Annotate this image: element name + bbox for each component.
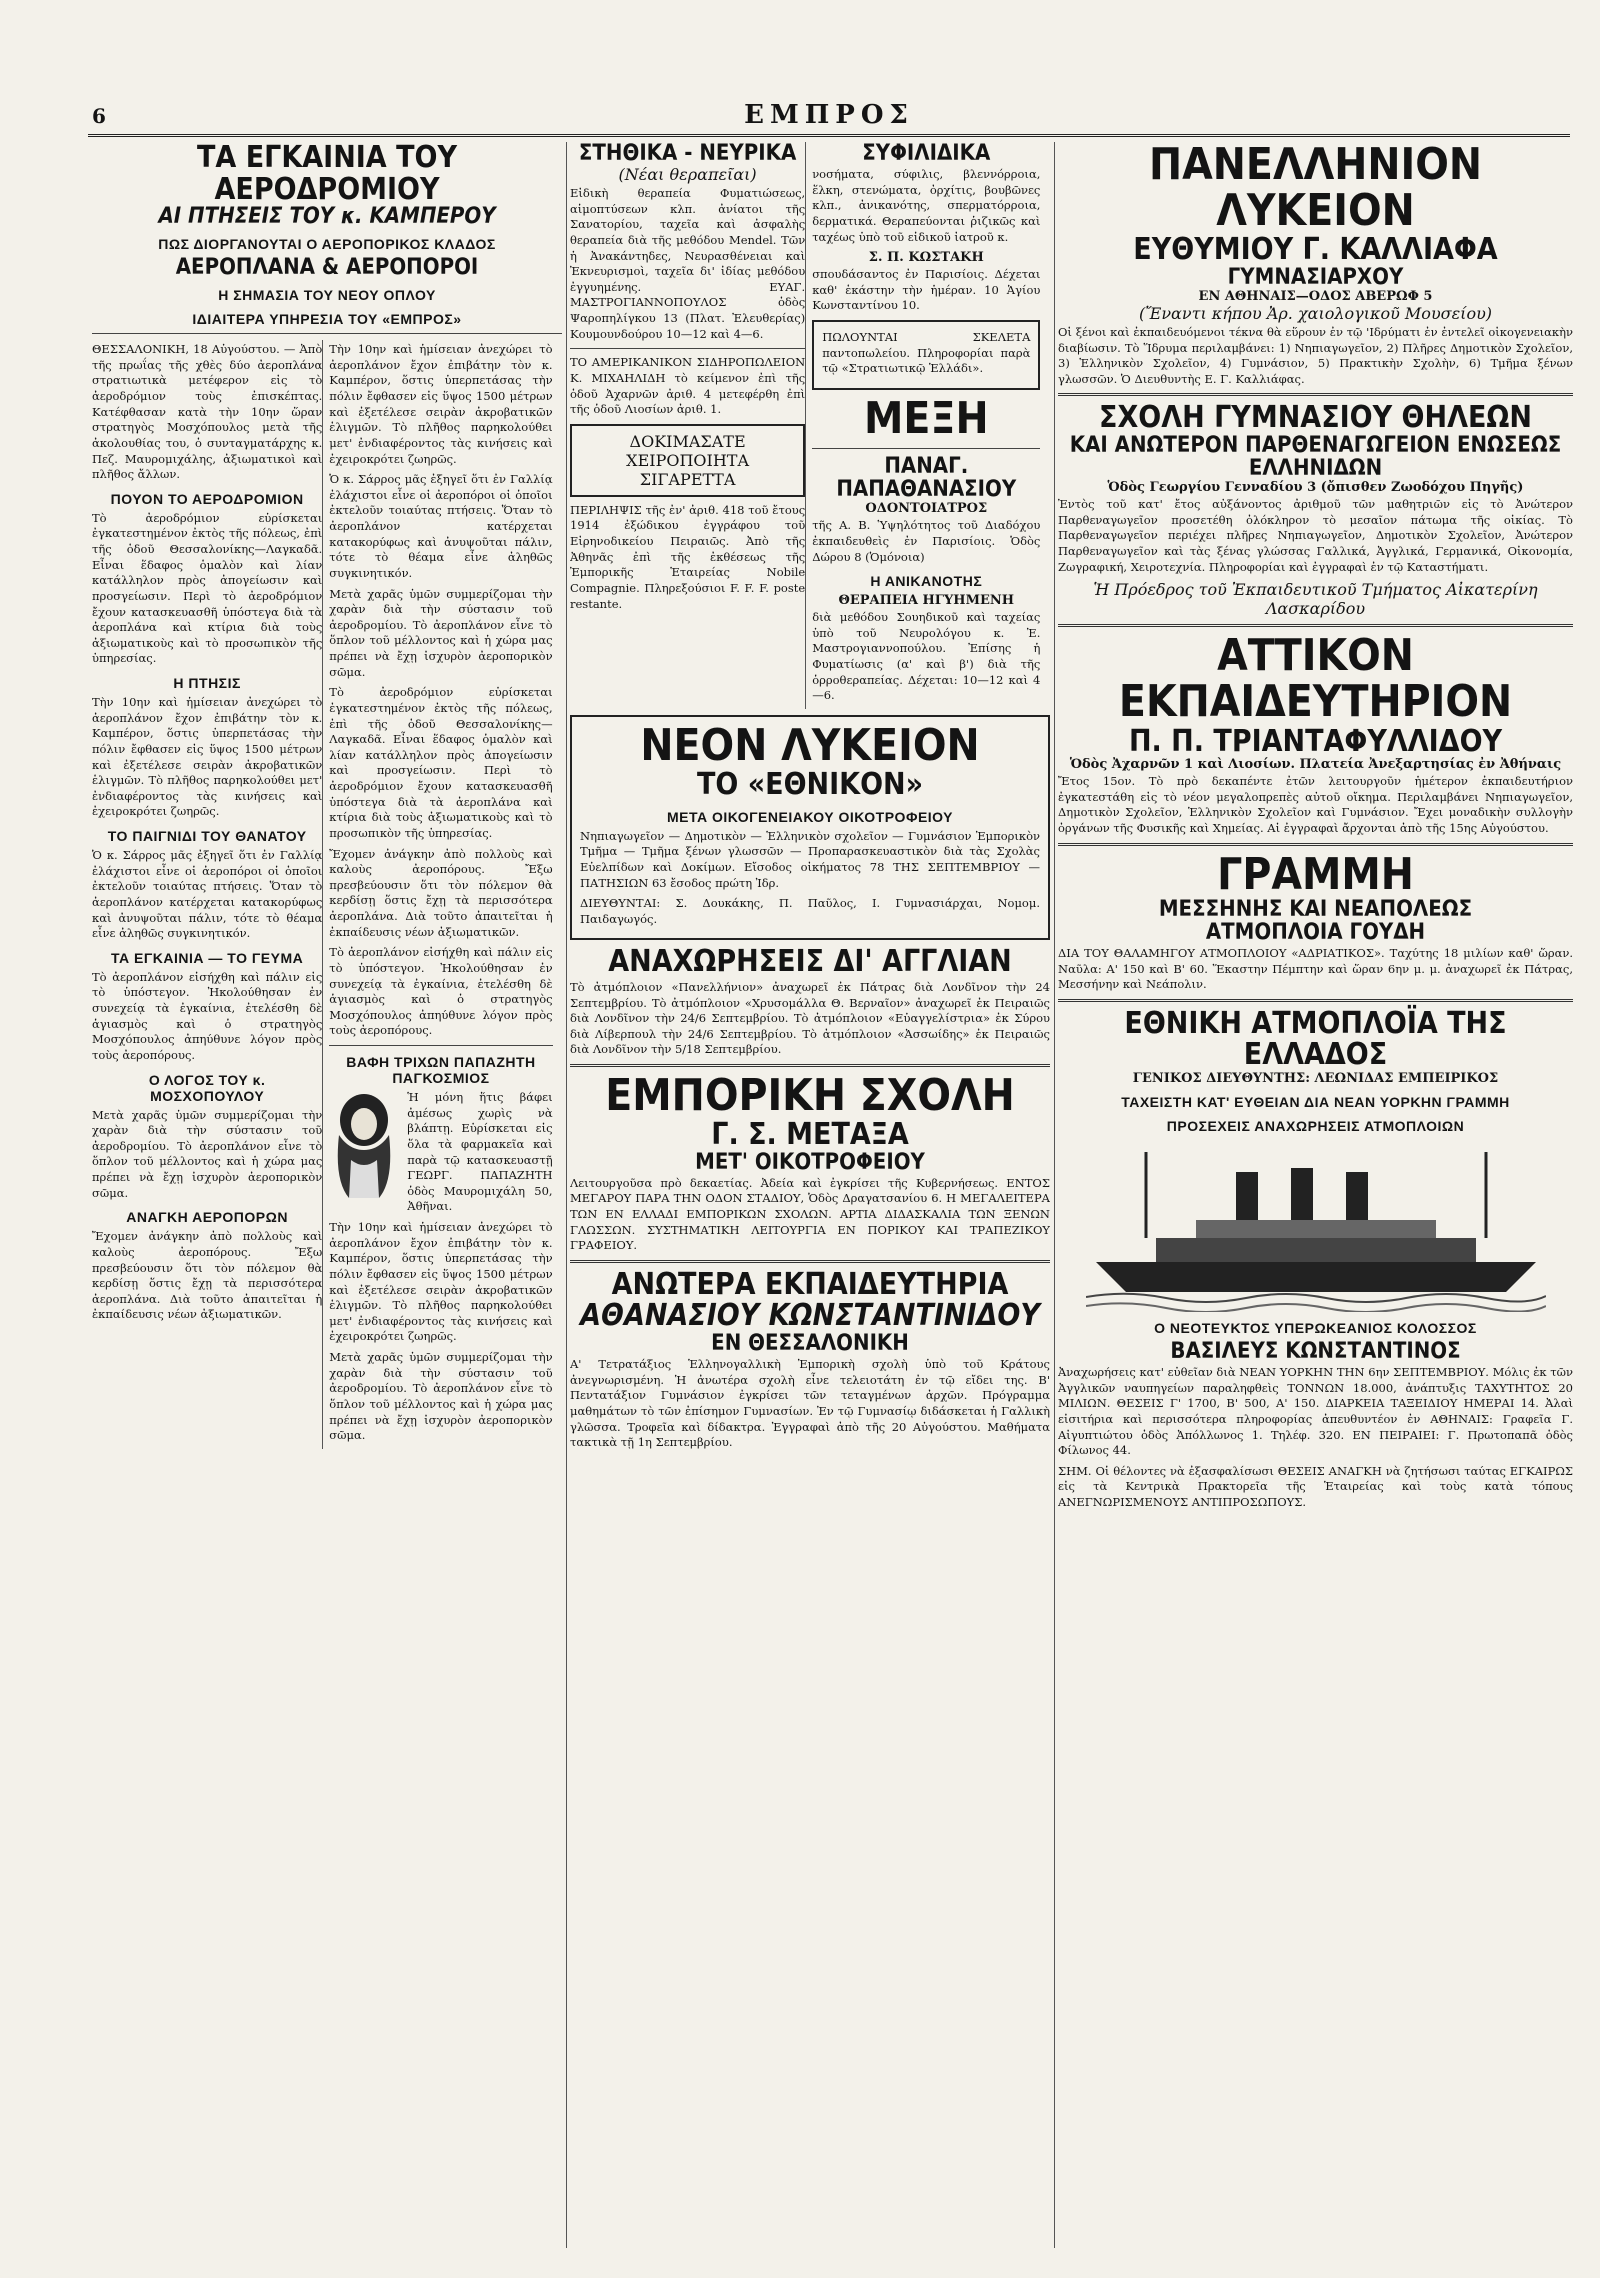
article-subtitle: ΑΙ ΠΤΗΣΕΙΣ ΤΟΥ κ. ΚΑΜΠΕΡΟΥ (158, 204, 496, 229)
paragraph: Τὴν 10ην καὶ ἡμίσειαν ἀνεχώρει τὸ ἀεροπλάνον ἔχον ἐπιβάτην τὸν κ. Καμπέρον, ὅστις ὑπερπετάσας τὴν πόλιν ἔφθασεν εἰς ὕψος 1500 μέτρων καὶ ἐξετέλεσε σειρὰν ἀκροβατικῶν ἑλιγμῶν. Τὸ πλῆθος παρηκολούθει μετ' ἐνδιαφέροντος τὰς κινήσεις καὶ ἐχειροκρότει ζωηρῶς. (329, 342, 553, 466)
column-rule (566, 142, 567, 2248)
paragraph: ΘΕΣΣΑΛΟΝΙΚΗ, 18 Αὐγούστου. — Ἀπὸ τῆς πρωΐας τῆς χθὲς δύο ἀεροπλάνα στρατιωτικὰ μετέφερον εἰς τὸ ἀεροδρόμιον τοὺς ἐπισκέπτας. Κατέφθασαν κατὰ τὴν 10ην ὥραν στρατηγὸς Μοσχόπουλος μετὰ τῆς ἀκολουθίας του, ὁ συνταγματάρχης κ. Πεζ. Μαυρομιχάλης, ἀξιωματικοὶ καὶ πλῆθος ἄλλων. (92, 342, 323, 482)
ad-subtitle: (Νέαι θεραπεῖαι) (618, 165, 757, 185)
ad-name: ΕΥΘΥΜΙΟΥ Γ. ΚΑΛΛΙΑΦΑ (1133, 232, 1498, 268)
ad-title: ΑΝΑΧΩΡΗΣΕΙΣ ΔΙ' ΑΓΓΛΙΑΝ (608, 944, 1012, 980)
paragraph: Ἀναχωρήσεις κατ' εὐθεῖαν διὰ ΝΕΑΝ ΥΟΡΚΗΝ ΤΗΝ 6ην ΣΕΠΤΕΜΒΡΙΟΥ. Μόλις ἐκ τῶν Ἀγγλικῶν ναυπηγείων παραληφθεὶς ΤΟΝΝΩΝ 18.000, ἀνάπτυξις ΤΑΧΥΤΗΤΟΣ 20 ΜΙΛΙΩΝ. ΘΕΣΕΙΣ Γ' 1700, Β' 500, Α' 150. ΔΙΑΡΚΕΙΑ ΤΑΞΕΙΔΙΟΥ ΗΜΕΡΑΙ 14. Ἀλαὶ εἰσιτήρια καὶ περισσότερα πληροφορίας ἀπευθυντέον ἐν ΑΘΗΝΑΙΣ: Γραφεῖα Γ. Αἰγυπτιώτου ὁδὸς Ἀπόλλωνος 1. Τηλέφ. 320. ΕΝ ΠΕΙΡΑΙΕΙ: Γ. Πρωτοπαπᾶ ὁδὸς Φίλωνος 44. (1058, 1365, 1573, 1458)
ad-name: Σ. Π. ΚΩΣΤΑΚΗ (868, 250, 984, 266)
ad-director: ΓΕΝΙΚΟΣ ΔΙΕΥΘΥΝΤΗΣ: ΛΕΩΝΙΔΑΣ ΕΜΠΕΙΡΙΚΟΣ (1132, 1070, 1499, 1086)
paragraph: Οἱ ξένοι καὶ ἐκπαιδευόμενοι τέκνα θὰ εὕρουν ἐν τῷ 'Ιδρύματι ἐν ἐντελεῖ οἰκογενειακὴν διαβίωσιν. Τὸ Ἵδρυμα περιλαμβάνει: 1) Νηπιαγωγεῖον, 2) Πλῆρες Δημοτικὸν Σχολεῖον, 3) Ἑλληνικὸν Σχολεῖον, 4) Γυμνάσιον, 5) Πρακτικὴν Σχολὴν, 6) Τμῆμα ξένων γλωσσῶν. Ὁ Διευθυντὴς Ε. Γ. Καλλιάφας. (1058, 324, 1573, 386)
ad-subtitle: ΕΝ ΘΕΣΣΑΛΟΝΙΚΗ (711, 1330, 909, 1356)
ad-subtitle: ΤΑΧΕΙΣΤΗ ΚΑΤ' ΕΥΘΕΙΑΝ ΔΙΑ ΝΕΑΝ ΥΟΡΚΗΝ ΓΡΑΜΜΗ (1121, 1093, 1510, 1110)
article-column (92, 142, 562, 2248)
article-subcolumn (322, 340, 552, 1449)
paragraph: νοσήματα, σύφιλις, βλεννόρροια, ἕλκη, στενώματα, ὀρχίτις, βουβῶνες κλπ., ἀνικανότης, σπερματόρροια, δερματικά. Θεραπεύονται ῥιζικῶς καὶ ταχέως ὑπὸ τοῦ εἰδικοῦ ἰατροῦ κ. (812, 167, 1041, 244)
paragraph: Τὸ ἀεροπλάνον εἰσήχθη καὶ πάλιν εἰς τὸ ὑπόστεγον. Ἠκολούθησαν ἐν συνεχείᾳ τὰ ἐγκαίνια, ἐτελέσθη δὲ ἁγιασμὸς καὶ ὁ στρατηγὸς Μοσχόπουλος ἀπηύθυνε λόγον πρὸς τοὺς ἀεροπόρους. (329, 945, 553, 1038)
divider (1058, 393, 1573, 396)
ad-title: ΕΜΠΟΡΙΚΗ ΣΧΟΛΗ (605, 1070, 1015, 1122)
paragraph: Μετὰ χαρᾶς ὑμῶν συμμερίζομαι τὴν χαρὰν διὰ τὴν σύστασιν τοῦ ἀεροδρομίου. Τὸ ἀεροπλάνον εἶνε τὸ ὅπλον τοῦ μέλλοντος καὶ ἡ χώρα μας πρέπει νὰ ἔχῃ ἰσχυρὸν ἀεροπορικὸν σῶμα. (92, 1107, 323, 1200)
divider (812, 448, 1040, 449)
sale-ad (812, 320, 1040, 390)
section-heading: Ο ΛΟΓΟΣ ΤΟΥ κ. ΜΟΣΧΟΠΟΥΛΟΥ (148, 1071, 266, 1104)
paragraph: Τὸ ἀτμόπλοιον «Πανελλήνιον» ἀναχωρεῖ ἐκ Πάτρας διὰ Λονδῖνον τὴν 24 Σεπτεμβρίου. Τὸ ἀτμόπλοιον «Χρυσομάλλα Θ. Βερναῖον» ἀναχωρεῖ ἐκ Πειραιῶς διὰ Λονδῖνον τὴν 24/6 Σεπτεμβρίου. Τὸ ἀτμόπλοιον «Εὐαγγελίστρια» ἐκ Σύρου διὰ Λίβερπουλ τὴν 24/6 Σεπτεμβρίου. Τὸ ἀτμόπλοιον «Ἀσσωίδης» ἐκ Πειραιῶς διὰ Λονδῖνον τὴν 5/18 Σεπτεμβρίου. (570, 979, 1050, 1057)
ad-title: ΕΘΝΙΚΗ ΑΤΜΟΠΛΟΪΑ ΤΗΣ ΕΛΛΑΔΟΣ (1124, 1005, 1507, 1073)
divider (329, 1045, 552, 1046)
ad-subtitle: ΚΑΙ ΑΝΩΤΕΡΟΝ ΠΑΡΘΕΝΑΓΩΓΕΙΟΝ ΕΝΩΣΕΩΣ ΕΛΛΗΝΙΔΩΝ (1069, 432, 1562, 482)
divider (92, 333, 562, 334)
ad-title: Η ΑΝΙΚΑΝΟΤΗΣ (870, 573, 983, 590)
paragraph: Τὴν 10ην καὶ ἡμίσειαν ἀνεχώρει τὸ ἀεροπλάνον ἔχον ἐπιβάτην τὸν κ. Καμπέρον, ὅστις ὑπερπετάσας τὴν πόλιν ἔφθασεν εἰς ὕψος 1500 μέτρων καὶ ἐξετέλεσε σειρὰν ἀκροβατικῶν ἑλιγμῶν. Τὸ πλῆθος παρηκολούθει μετ' ἐνδιαφέροντος τὰς κινήσεις καὶ ἐχειροκρότει ζωηρῶς. (329, 1220, 553, 1344)
ads-column (570, 142, 1050, 2248)
paragraph: Τὸ ἀεροδρόμιον εὑρίσκεται ἐγκατεστημένον ἐκτὸς τῆς πόλεως, ἐπὶ τῆς ὁδοῦ Θεσσαλονίκης—Λαγκαδᾶ. Εἶναι ἕδαφος ὁμαλὸν καὶ λίαν κατάλληλον πρὸς ἀπογείωσιν καὶ προσγείωσιν. Περὶ τὸ ἀεροδρόμιον ἔχουν κατασκευασθῆ ὑπόστεγα διὰ τὰ ἀεροπλάνα καὶ κτίρια διὰ τοὺς ἀξιωματικοὺς καὶ τὸ προσωπικὸν τῆς ὑπηρεσίας. (329, 685, 553, 840)
ad-title: ΑΝΩΤΕΡΑ ΕΚΠΑΙΔΕΥΤΗΡΙΑ (611, 1266, 1009, 1302)
paragraph: ΔΙΕΥΘΥΝΤΑΙ: Σ. Δουκάκης, Π. Παῦλος, Ι. Γυμνασιάρχαι, Νομομ. Παιδαγωγός. (580, 896, 1040, 926)
paragraph: Ἔχομεν ἀνάγκην ἀπὸ πολλοὺς καὶ καλοὺς ἀεροπόρους. Ἔξω πρεσβεύουσιν ὅτι τὸν πόλεμον θὰ κερδίσῃ ὅστις ἔχῃ τὰ περισσότερα ἀεροπλάνα. Διὰ τοῦτο ἀπαιτεῖται ἡ ἐκπαίδευσις νέων ἀξιωματικῶν. (92, 1229, 323, 1322)
section-heading: ΠΟΥΟΝ ΤΟ ΑΕΡΟΔΡΟΜΙΟΝ (110, 490, 304, 507)
paragraph: ΣΗΜ. Οἱ θέλοντες νὰ ἐξασφαλίσωσι ΘΕΣΕΙΣ ΑΝΑΓΚΗ νὰ ζητήσωσι ταύτας ΕΓΚΑΙΡΩΣ εἰς τὰ Κεντρικὰ Πρακτορεῖα τῆς Ἑταιρείας καὶ τοὺς κατὰ τόπους ΑΝΕΓΝΩΡΙΣΜΕΝΟΥΣ ΑΝΤΙΠΡΟΣΩΠΟΥΣ. (1058, 1463, 1573, 1509)
ad-address: ΕΝ ΑΘΗΝΑΙΣ—ΟΔΟΣ ΑΒΕΡΩΦ 5 (1198, 288, 1433, 304)
paragraph: Τὴν 10ην καὶ ἡμίσειαν ἀνεχώρει τὸ ἀεροπλάνον ἔχον ἐπιβάτην τὸν κ. Καμπέρον, ὅστις ὑπερπετάσας τὴν πόλιν ἔφθασεν εἰς ὕψος 1500 μέτρων καὶ ἐξετέλεσε σειρὰν ἀκροβατικῶν ἑλιγμῶν. Τὸ πλῆθος παρηκολούθει μετ' ἐνδιαφέροντος τὰς κινήσεις καὶ ἐχειροκρότει ζωηρῶς. (92, 695, 323, 819)
ad-subtitle: ΑΤΜΟΠΛΟΙΑ ΓΟΥΔΗ (1205, 919, 1426, 945)
paragraph: σπουδάσαντος ἐν Παρισίοις. Δέχεται καθ' ἑκάστην τὴν ἡμέραν. 10 Ἁγίου Κωνσταντίνου 10. (812, 267, 1041, 313)
divider (570, 1064, 1050, 1067)
ad-subtitle: ΠΡΟΣΕΧΕΙΣ ΑΝΑΧΩΡΗΣΕΙΣ ΑΤΜΟΠΛΟΙΩΝ (1166, 1117, 1465, 1134)
ad-name: ΑΘΑΝΑΣΙΟΥ ΚΩΝΣΤΑΝΤΙΝΙΔΟΥ (580, 1298, 1040, 1334)
section-heading: ΤΟ ΠΑΙΓΝΙΔΙ ΤΟΥ ΘΑΝΑΤΟΥ (107, 828, 307, 845)
paragraph: Εἰδικὴ θεραπεία Φυματιώσεως, αἱμοπτύσεων κλπ. ἀνίατοι τῆς Σανατορίου, ταχεῖα καὶ ἀσφαλὴς θεραπεία διὰ τῆς μεθόδου Mendel. Τῶν ἡ Ἀνακάντηδες, Νευρασθένειαι καὶ Ἐκνευρισμοὶ, ταχεῖα δι' ἰδίας μεθόδου ἐγγυημένης. ΕΥΑΓ. ΜΑΣΤΡΟΓΙΑΝΝΟΠΟΥΛΟΣ ὁδὸς Ψαροπηλίγκου 13 (Πλατ. Ἐλευθερίας) Κουμουνδούρου 10—12 καὶ 4—6. (570, 186, 806, 341)
ad-name: Π. Π. ΤΡΙΑΝΤΑΦΥΛΛΙΔΟΥ (1128, 723, 1503, 759)
ad-note: (Ἔναντι κήπου Ἀρ. χαιολογικοῦ Μουσείου) (1138, 303, 1493, 323)
lyceum-ad (570, 715, 1050, 940)
ad-subcolumn (570, 142, 805, 617)
ad-label: ΔΟΚΙΜΑΣΑΤΕ ΧΕΙΡΟΠΟΙΗΤΑ ΣΙΓΑΡΕΤΤΑ (626, 431, 750, 489)
ad-title: ΑΤΤΙΚΟΝ ΕΚΠΑΙΔΕΥΤΗΡΙΟΝ (1118, 630, 1513, 728)
divider (1058, 843, 1573, 846)
paragraph: Μετὰ χαρᾶς ὑμῶν συμμερίζομαι τὴν χαρὰν διὰ τὴν σύστασιν τοῦ ἀεροδρομίου. Τὸ ἀεροπλάνον εἶνε τὸ ὅπλον τοῦ μέλλοντος καὶ ἡ χώρα μας πρέπει νὰ ἔχῃ ἰσχυρὸν ἀεροπορικὸν σῶμα. (329, 586, 553, 679)
page-number: 6 (92, 104, 106, 128)
paragraph: ΤΟ ΑΜΕΡΙΚΑΝΙΚΟΝ ΣΙΔΗΡΟΠΩΛΕΙΟΝ Κ. ΜΙΧΑΗΛΙΔΗ τὸ κείμενον ἐπὶ τῆς ὁδοῦ Ἀχαρνῶν ἀριθ. 4 μετεφέρθη ἐπὶ τῆς ὁδοῦ Λιοσίων ἀριθ. 1. (570, 355, 806, 417)
divider (1058, 624, 1573, 627)
ad-subtitle: ΘΕΡΑΠΕΙΑ ΗΓΥΗΜΕΝΗ (838, 593, 1015, 609)
divider (1058, 999, 1573, 1002)
paragraph: ΠΩΛΟΥΝΤΑΙ ΣΚΕΛΕΤΑ παντοπωλείου. Πληροφορίαι παρὰ τῷ «Στρατιωτικῷ Ἑλλάδι». (822, 330, 1031, 376)
paragraph: Ἐντὸς τοῦ κατ' ἔτος αὐξάνοντος ἀριθμοῦ τῶν μαθητριῶν εἰς τὸ Ἀνώτερον Παρθεναγωγεῖον προσετέθη ὀλόκληρον τὸ μεσαῖον πάτωμα τῆς οἰκίας. Τὸ Παρθεναγωγεῖον περιέχει πλῆρες Νηπιαγωγεῖον, Δημοτικὸν Σχολεῖον, Ἀνώτερον Παρθεναγωγεῖον καὶ τὰς ξένας γλώσσας Γαλλικά, Ἀγγλικά, Γερμανικά, Οἰκονομία, Ζωγραφική, Χειροτεχνία. Πληροφορίαι καὶ ἐγγραφαὶ ἐν τῷ Καταστήματι. (1058, 497, 1573, 574)
ad-title: ΣΧΟΛΗ ΓΥΜΝΑΣΙΟΥ ΘΗΛΕΩΝ (1099, 400, 1532, 436)
hair-dye-ad (329, 1054, 552, 1215)
ad-title: ΠΑΝΑΓ. ΠΑΠΑΘΑΝΑΣΙΟΥ (836, 454, 1017, 503)
service-line: ΙΔΙΑΙΤΕΡΑ ΥΠΗΡΕΣΙΑ ΤΟΥ «ΕΜΠΡΟΣ» (192, 311, 462, 328)
paragraph: τῆς Α. Β. Ὑψηλότητος τοῦ Διαδόχου ἐκπαιδευθεὶς ἐν Παρισίοις. Ὁδὸς Δώρου 8 (Ὁμόνοια) (812, 518, 1041, 564)
ad-title: ΠΑΝΕΛΛΗΝΙΟΝ ΛΥΚΕΙΟΝ (1149, 142, 1482, 237)
section-heading: ΑΝΑΓΚΗ ΑΕΡΟΠΟΡΩΝ (126, 1209, 288, 1226)
cigarette-ad (570, 424, 805, 497)
masthead (88, 100, 1570, 137)
article-subtitle: ΑΕΡΟΠΛΑΝΑ & ΑΕΡΟΠΟΡΟΙ (175, 255, 479, 281)
paragraph: Ἡ μόνη ἥτις βάφει ἀμέσως χωρὶς νὰ βλάπτῃ. Εὑρίσκεται εἰς ὅλα τὰ φαρμακεῖα καὶ παρὰ τῷ κατασκευαστῇ ΓΕΩΡΓ. ΠΑΠΑΖΗΤΗ ὁδὸς Μαυρομιχάλη 50, Ἀθῆναι. (407, 1090, 553, 1214)
ad-name: ΤΟ «ΕΘΝΙΚΟΝ» (696, 767, 924, 803)
paragraph: Ἔχομεν ἀνάγκην ἀπὸ πολλοὺς καὶ καλοὺς ἀεροπόρους. Ἔξω πρεσβεύουσιν ὅτι τὸν πόλεμον θὰ κερδίσῃ ὅστις ἔχῃ τὰ περισσότερα ἀεροπλάνα. Διὰ τοῦτο ἀπαιτεῖται ἡ ἐκπαίδευσις νέων ἀξιωματικῶν. (329, 846, 553, 939)
ad-name: Γ. Σ. ΜΕΤΑΞΑ (711, 1117, 909, 1153)
ad-subtitle: Ο ΝΕΟΤΕΥΚΤΟΣ ΥΠΕΡΩΚΕΑΝΙΟΣ ΚΟΛΟΣΣΟΣ (1154, 1319, 1477, 1336)
ad-address: Ὁδὸς Γεωργίου Γενναδίου 3 (ὄπισθεν Ζωοδόχου Πηγῆς) (1107, 480, 1524, 496)
ads-column (1058, 142, 1573, 2248)
paragraph: Τὸ ἀεροδρόμιον εὑρίσκεται ἐγκατεστημένον ἐκτὸς τῆς πόλεως, ἐπὶ τῆς ὁδοῦ Θεσσαλονίκης—Λαγκαδᾶ. Εἶναι ἕδαφος ὁμαλὸν καὶ λίαν κατάλληλον πρὸς ἀπογείωσιν καὶ προσγείωσιν. Περὶ τὸ ἀεροδρόμιον ἔχουν κατασκευασθῆ ὑπόστεγα διὰ τὰ ἀεροπλάνα καὶ κτίρια διὰ τοὺς ἀξιωματικοὺς καὶ τὸ προσωπικὸν τῆς ὑπηρεσίας. (92, 510, 323, 666)
ad-subtitle: ΜΕΤΑ ΟΙΚΟΓΕΝΕΙΑΚΟΥ ΟΙΚΟΤΡΟΦΕΙΟΥ (666, 808, 954, 825)
ad-title: ΣΥΦΙΛΙΔΙΚΑ (862, 142, 991, 166)
section-heading: Η ΠΤΗΣΙΣ (173, 675, 241, 692)
ad-title: ΒΑΦΗ ΤΡΙΧΩΝ ΠΑΠΑΖΗΤΗ ΠΑΓΚΟΣΜΙΟΣ (346, 1054, 536, 1087)
paragraph: Μετὰ χαρᾶς ὑμῶν συμμερίζομαι τὴν χαρὰν διὰ τὴν σύστασιν τοῦ ἀεροδρομίου. Τὸ ἀεροπλάνον εἶνε τὸ ὅπλον τοῦ μέλλοντος καὶ ἡ χώρα μας πρέπει νὰ ἔχῃ ἰσχυρὸν ἀεροπορικὸν σῶμα. (329, 1350, 553, 1443)
column-rule (1054, 142, 1055, 2248)
ad-address: Ὁδὸς Ἀχαρνῶν 1 καὶ Λιοσίων. Πλατεία Ἀνεξαρτησίας ἐν Ἀθήναις (1069, 757, 1562, 773)
ad-title: ΣΤΗΘΙΚΑ - ΝΕΥΡΙΚΑ (578, 142, 797, 166)
paragraph: Ὁ κ. Σάρρος μᾶς ἐξηγεῖ ὅτι ἐν Γαλλίᾳ ἐλάχιστοι εἶνε οἱ ἀεροπόροι οἱ ὁποῖοι ἐκτελοῦν τοιαύτας πτήσεις. Ὅταν τὸ ἀεροπλάνον κατέρχεται κατακορύφως καὶ ἀνυψοῦται πάλιν, τότε τὸ θέαμα εἶνε ἀληθῶς συγκινητικόν. (329, 472, 553, 580)
paragraph: Λειτουργοῦσα πρὸ δεκαετίας. Ἀδεία καὶ ἐγκρίσει τῆς Κυβερνήσεως. ΕΝΤΟΣ ΜΕΓΑΡΟΥ ΠΑΡΑ ΤΗΝ ΟΔΟΝ ΣΤΑΔΙΟΥ, Ὁδὸς Δραγατσανίου 6. Η ΜΕΓΑΛΕΙΤΕΡΑ ΤΩΝ ΕΝ ΕΛΛΑΔΙ ΕΜΠΟΡΙΚΩΝ ΣΧΟΛΩΝ. ΑΡΤΙΑ ΔΙΔΑΣΚΑΛΙΑ ΤΩΝ ΞΕΝΩΝ ΓΛΩΣΣΩΝ. ΣΥΣΤΗΜΑΤΙΚΗ ΛΕΙΤΟΥΡΓΙΑ ΕΝ ΠΟΡΙΚΟΥ ΚΑΙ ΤΡΑΠΕΖΙΚΟΥ ΓΡΑΦΕΙΟΥ. (570, 1175, 1050, 1253)
article-subtitle: ΠΩΣ ΔΙΟΡΓΑΝΟΥΤΑΙ Ο ΑΕΡΟΠΟΡΙΚΟΣ ΚΛΑΔΟΣ (158, 236, 496, 253)
ad-signature: Ἡ Πρόεδρος τοῦ Ἐκπαιδευτικοῦ Τμήματος Αἰκατερίνη Λασκαρίδου (1093, 580, 1538, 619)
paragraph: Ἔτος 15ον. Τὸ πρὸ δεκαπέντε ἐτῶν λειτουργοῦν ἡμέτερον ἐκπαιδευτήριον ἐγκατεστάθη εἰς τὸ νέον μεγαλοπρεπὲς αὐτοῦ οἴκημα. Περιλαμβάνει Νηπιαγωγεῖον, Δημοτικὸν Σχολεῖον, Ἑλληνικὸν Σχολεῖον καὶ Γυμνάσιον. Ἔχει μοναδικὴν συλλογὴν ὀργάνων τῆς Φυσικῆς καὶ Χημείας. Αἱ ἐγγραφαὶ ἄρχονται ἀπὸ τῆς 15ης Αὐγούστου. (1058, 774, 1573, 836)
paper-name: ΕΜΠΡΟΣ (744, 100, 914, 130)
article-subtitle: Η ΣΗΜΑΣΙΑ ΤΟΥ ΝΕΟΥ ΟΠΛΟΥ (218, 287, 436, 304)
ad-subcolumn (805, 142, 1040, 709)
ad-title: ΝΕΟΝ ΛΥΚΕΙΟΝ (640, 719, 980, 771)
paragraph: Ὁ κ. Σάρρος μᾶς ἐξηγεῖ ὅτι ἐν Γαλλίᾳ ἐλάχιστοι εἶνε οἱ ἀεροπόροι οἱ ὁποῖοι ἐκτελοῦν τοιαύτας πτήσεις. Ὅταν τὸ ἀεροπλάνον κατέρχεται κατακορύφως καὶ ἀνυψοῦται πάλιν, τότε τὸ θέαμα εἶνε ἀληθῶς συγκινητικόν. (92, 848, 323, 941)
ad-subtitle: ΜΕΣΣΗΝΗΣ ΚΑΙ ΝΕΑΠΟΛΕΩΣ (1158, 896, 1473, 922)
steamship-icon (1086, 1142, 1546, 1312)
article-subcolumn (92, 340, 322, 1328)
ad-title: ΓΡΑΜΜΗ (1217, 848, 1414, 900)
paragraph: διὰ μεθόδου Σουηδικοῦ καὶ ταχείας ὑπὸ τοῦ Νευρολόγου κ. Ἐ. Μαστρογιαννοπούλου. Ἐπίσης ἡ Φυματίωσις (α' καὶ β') διὰ τῆς ὁρροθεραπείας. Δέχεται: 10—12 καὶ 4—6. (812, 610, 1041, 703)
ad-subtitle: ΓΥΜΝΑΣΙΑΡΧΟΥ (1227, 264, 1404, 290)
section-heading: ΤΑ ΕΓΚΑΙΝΙΑ — ΤΟ ΓΕΥΜΑ (111, 949, 304, 966)
ad-subtitle: ΟΔΟΝΤΟΙΑΤΡΟΣ (865, 501, 988, 517)
woman-portrait-icon (329, 1090, 399, 1200)
divider (570, 1260, 1050, 1263)
article-title: ΤΑ ΕΓΚΑΙΝΙΑ ΤΟΥ ΑΕΡΟΔΡΟΜΙΟΥ (197, 142, 457, 207)
paragraph: ΔΙΑ ΤΟΥ ΘΑΛΑΜΗΓΟΥ ΑΤΜΟΠΛΟΙΟΥ «ΑΔΡΙΑΤΙΚΟΣ». Ταχύτης 18 μιλίων καθ' ὥραν. Ναῦλα: Α' 150 καὶ Β' 60. Ἕκαστην Πέμπτην καὶ ὥραν 6ην μ. μ. ἀναχωρεῖ ἐκ Πάτρας, Μεσσήνην καὶ Νεάπολιν. (1058, 946, 1573, 992)
ad-name: ΒΑΣΙΛΕΥΣ ΚΩΝΣΤΑΝΤΙΝΟΣ (1170, 1338, 1461, 1364)
ad-big-word: ΜΕΞΗ (863, 392, 989, 444)
paragraph: ΠΕΡΙΛΗΨΙΣ τῆς ἐν' ἀριθ. 418 τοῦ ἔτους 1914 ἐξώδικου ἐγγράφου τοῦ Εἰρηνοδικείου Πειραιῶς. Ἀπὸ τῆς Ἀθηνᾶς ἐπὶ τῆς ἐκθέσεως τῆς Ἐμπορικῆς Ἑταιρείας Nobile Compagnie. Πληρεξούσιοι F. F. F. poste restante. (570, 502, 806, 611)
paragraph: Τὸ ἀεροπλάνον εἰσήχθη καὶ πάλιν εἰς τὸ ὑπόστεγον. Ἠκολούθησαν ἐν συνεχείᾳ τὰ ἐγκαίνια, ἐτελέσθη δὲ ἁγιασμὸς καὶ ὁ στρατηγὸς Μοσχόπουλος ἀπηύθυνε λόγον πρὸς τοὺς ἀεροπόρους. (92, 969, 323, 1062)
paragraph: Α' Τετρατάξιος Ἑλληνογαλλικὴ Ἐμπορικὴ σχολὴ ὑπὸ τοῦ Κράτους ἀνεγνωρισμένη. Ἡ ἀνωτέρα σχολὴ εἶνε τελειοτάτη ἐν τῷ εἴδει της. Β' Πεντατάξιον Γυμνάσιον ἐγκρίσει τῶν τεταγμένων ἀρχῶν. Πρόγραμμα μαθημάτων τὸ τῶν ἐπίσημον Γυμνασίων. Ἐν τῷ Γυμνασίῳ διδάσκεται ἡ Γαλλικὴ γλῶσσα. Τροφεῖα καὶ δίδακτρα. Ἐγγραφαὶ ἀπὸ τῆς 20 Αὐγούστου. Μαθήματα τακτικὰ τῇ 1η Σεπτεμβρίου. (570, 1357, 1050, 1450)
ad-subtitle: ΜΕΤ' ΟΙΚΟΤΡΟΦΕΙΟΥ (695, 1149, 925, 1175)
paragraph: Νηπιαγωγεῖον — Δημοτικὸν — Ἑλληνικὸν σχολεῖον — Γυμνάσιον Ἐμπορικὸν Τμῆμα — Τμῆμα ξένων γλωσσῶν — Προπαρασκευαστικὸν διὰ τὰς Σχολὰς Εὐελπίδων καὶ Δοκίμων. Εἴσοδος οἰκήματος 78 ΤΗΣ ΣΕΠΤΕΜΒΡΙΟΥ — ΠΑΤΗΣΙΩΝ 63 ἔσοδος πρώτη Ἰδρ. (580, 828, 1040, 890)
divider (570, 348, 805, 349)
